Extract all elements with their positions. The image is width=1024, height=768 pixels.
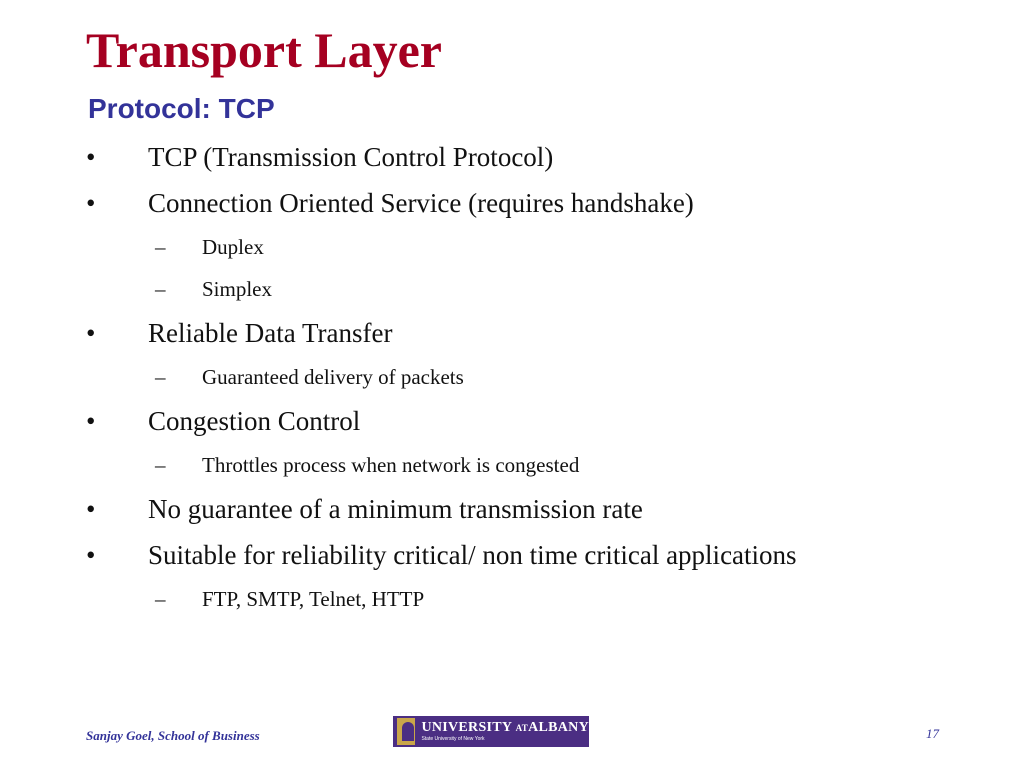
dash-marker: –: [155, 453, 166, 477]
bullet-text: No guarantee of a minimum transmission rate: [148, 494, 643, 524]
logo-sub-text: State University of New York: [421, 736, 485, 742]
sub-bullet-text: FTP, SMTP, Telnet, HTTP: [202, 587, 425, 611]
sub-bullet-item: [0, 356, 1024, 398]
bullet-text: Reliable Data Transfer: [148, 318, 393, 348]
sub-bullet-item: [0, 226, 1024, 268]
bullet-text: Suitable for reliability critical/ non time critical applications: [148, 540, 797, 570]
dash-marker: –: [155, 587, 166, 611]
bullet-text: Connection Oriented Service (requires handshake): [148, 188, 694, 218]
dash-marker: –: [155, 235, 166, 259]
sub-bullet-text: Duplex: [202, 235, 264, 259]
bullet-marker: •: [86, 406, 96, 436]
sub-bullet-item: [0, 444, 1024, 486]
bullet-item: [0, 398, 1024, 444]
bullet-item: [0, 486, 1024, 532]
bullet-item: [0, 310, 1024, 356]
sub-bullet-text: Throttles process when network is congested: [202, 453, 580, 477]
bullet-text: Congestion Control: [148, 406, 361, 436]
university-logo: [393, 716, 589, 747]
logo-wordmark: [421, 721, 589, 742]
bullet-text: TCP (Transmission Control Protocol): [148, 142, 554, 172]
bullet-list: [0, 134, 1024, 620]
bullet-item: [0, 134, 1024, 180]
seal-icon: [397, 718, 415, 745]
footer-author: Sanjay Goel, School of Business: [86, 728, 260, 743]
sub-bullet-text: Simplex: [202, 277, 273, 301]
sub-bullet-text: Guaranteed delivery of packets: [202, 365, 464, 389]
sub-bullet-item: [0, 268, 1024, 310]
bullet-marker: •: [86, 494, 96, 524]
dash-marker: –: [155, 277, 166, 301]
slide-subtitle: Protocol: TCP: [88, 93, 275, 124]
bullet-marker: •: [86, 142, 96, 172]
bullet-marker: •: [86, 318, 96, 348]
bullet-item: [0, 532, 1024, 578]
page-number: 17: [926, 726, 939, 741]
sub-bullet-item: [0, 578, 1024, 620]
slide-title: Transport Layer: [86, 22, 442, 78]
dash-marker: –: [155, 365, 166, 389]
bullet-marker: •: [86, 188, 96, 218]
bullet-marker: •: [86, 540, 96, 570]
bullet-item: [0, 180, 1024, 226]
logo-main-text: UNIVERSITY ATALBANY: [421, 720, 589, 735]
